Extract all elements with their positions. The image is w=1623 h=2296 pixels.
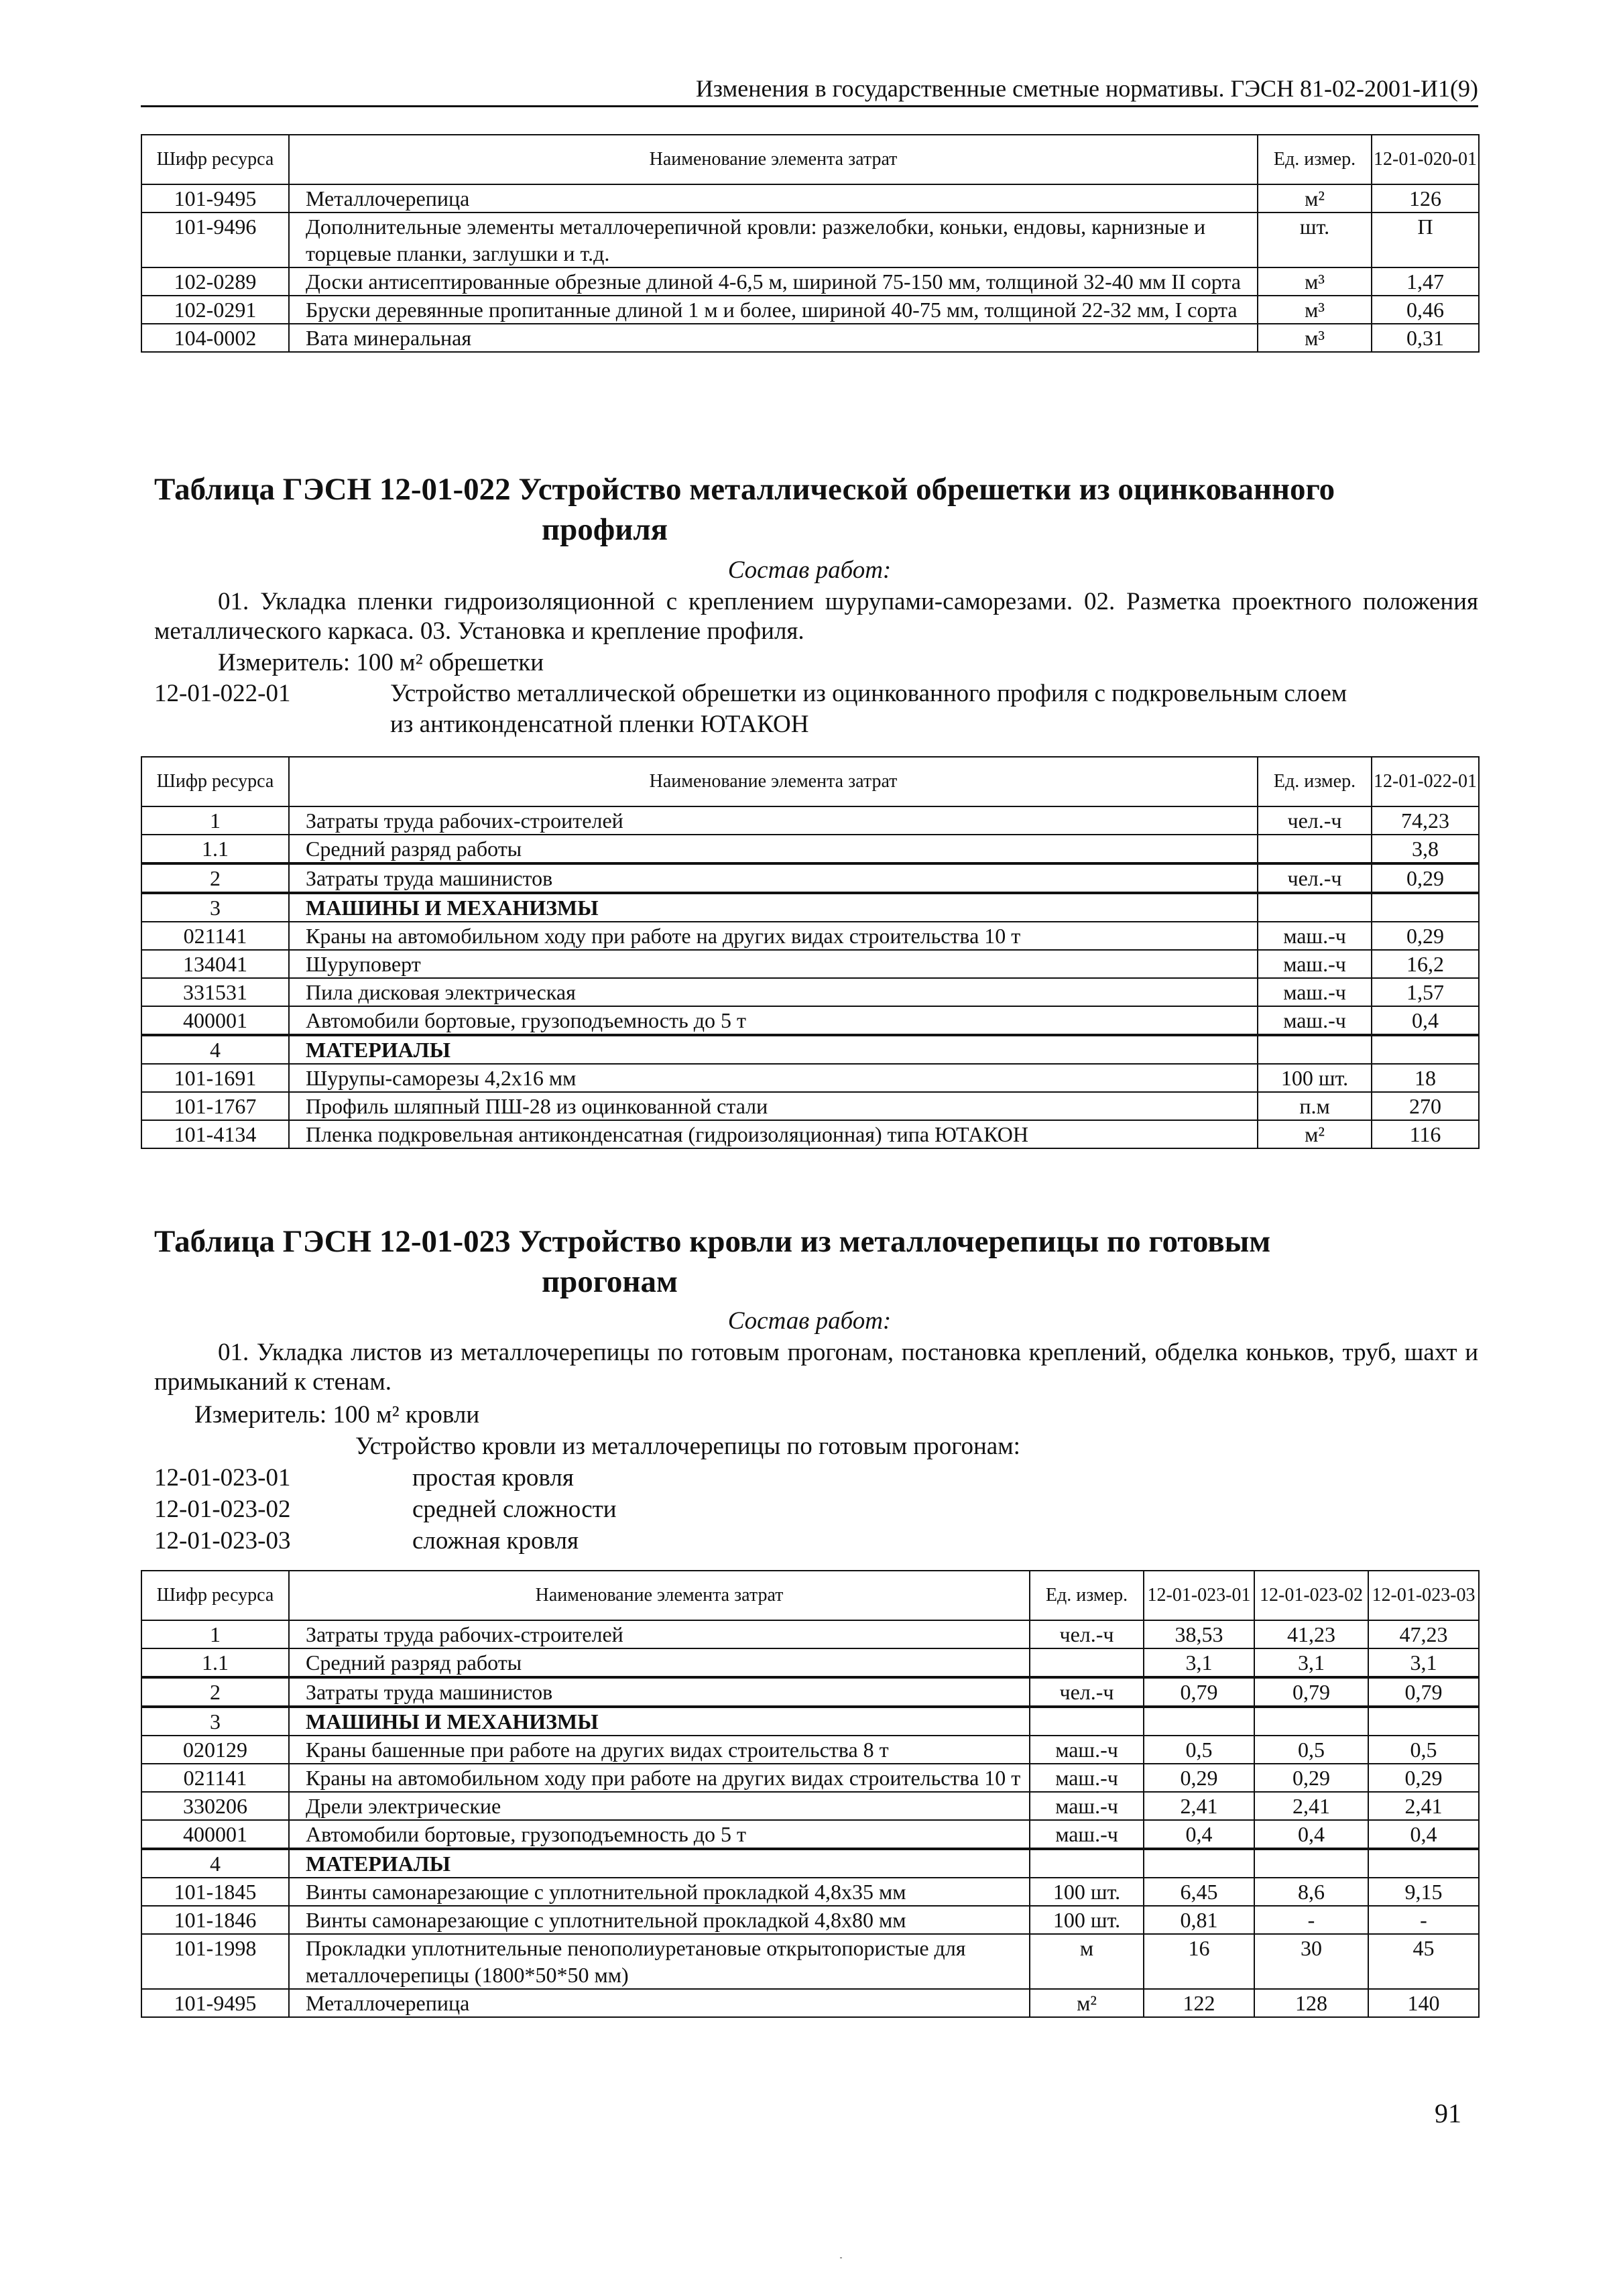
resource-name: Автомобили бортовые, грузоподъемность до 5 т [289,1006,1258,1035]
table-row [141,1620,1479,1648]
table-row [141,835,1479,863]
resource-name: Дрели электрические [289,1792,1030,1820]
table-row [141,1064,1479,1092]
resource-code: 021141 [141,922,289,950]
resource-value: 126 [1372,184,1479,213]
resource-value: 0,79 [1144,1677,1254,1707]
resource-value: 0,29 [1254,1764,1368,1792]
section-heading: МАТЕРИАЛЫ [289,1849,1030,1878]
resource-value [1368,1849,1479,1878]
table-row [141,1820,1479,1849]
table-row [141,184,1479,213]
norm-description: средней сложности [412,1496,617,1523]
resource-name: Краны на автомобильном ходу при работе на других видах строительства 10 т [289,1764,1030,1792]
resource-value: П [1372,213,1479,267]
resource-name: Затраты труда машинистов [289,1677,1030,1707]
resource-value: 0,4 [1372,1006,1479,1035]
resource-value: 0,29 [1368,1764,1479,1792]
column-header-norm: 12-01-020-01 [1372,135,1479,184]
resource-unit: чел.-ч [1258,806,1372,835]
resource-unit: маш.-ч [1030,1764,1144,1792]
resource-name: Бруски деревянные пропитанные длиной 1 м и более, шириной 40-75 мм, толщиной 22-32 мм, I сорта [289,296,1258,324]
resource-value: 8,6 [1254,1878,1368,1906]
table-title-022 [154,469,1478,550]
resource-value: 2,41 [1144,1792,1254,1820]
resource-value: 6,45 [1144,1878,1254,1906]
resource-value: 0,29 [1372,863,1479,893]
resource-value [1372,893,1479,922]
resource-unit: чел.-ч [1258,863,1372,893]
resource-name: Затраты труда рабочих-строителей [289,1620,1030,1648]
resource-value: 0,29 [1144,1764,1254,1792]
norm-description-line: из антиконденсатной пленки ЮТАКОН [390,711,809,738]
resource-unit [1030,1648,1144,1677]
table-row [141,1792,1479,1820]
resource-value: 1,57 [1372,978,1479,1006]
table-row [141,1934,1479,1989]
table-row [141,863,1479,893]
resource-value: 128 [1254,1989,1368,2017]
resource-code: 104-0002 [141,324,289,352]
resource-value: 0,46 [1372,296,1479,324]
resource-code: 101-1998 [141,1934,289,1989]
table-row [141,1707,1479,1736]
resource-code: 101-9495 [141,1989,289,2017]
resource-name: Автомобили бортовые, грузоподъемность до 5 т [289,1820,1030,1849]
resource-value: 0,81 [1144,1906,1254,1934]
resource-name: Шурупы-саморезы 4,2х16 мм [289,1064,1258,1092]
resource-unit: чел.-ч [1030,1620,1144,1648]
resource-value: 0,79 [1368,1677,1479,1707]
resource-unit [1258,1035,1372,1064]
resource-code: 1.1 [141,835,289,863]
table-row [141,213,1479,267]
resource-value: 140 [1368,1989,1479,2017]
table-row [141,1989,1479,2017]
resource-unit: п.м [1258,1092,1372,1120]
resource-value: 270 [1372,1092,1479,1120]
resource-code: 1.1 [141,1648,289,1677]
resource-value [1144,1849,1254,1878]
resource-code: 020129 [141,1736,289,1764]
resource-unit: м² [1258,1120,1372,1148]
column-header-name: Наименование элемента затрат [289,135,1258,184]
resource-value: 3,8 [1372,835,1479,863]
resource-unit: маш.-ч [1258,1006,1372,1035]
works-label: Состав работ: [727,556,892,584]
section-heading: МАТЕРИАЛЫ [289,1035,1258,1064]
resource-value: 16 [1144,1934,1254,1989]
resource-unit: маш.-ч [1030,1792,1144,1820]
resource-name: Вата минеральная [289,324,1258,352]
table-title-023 [154,1221,1478,1302]
table-row [141,1035,1479,1064]
resource-value: 9,15 [1368,1878,1479,1906]
works-description: 01. Укладка листов из металлочерепицы по готовым прогонам, постановка креплений, обделка коньков, труб, шахт и примыканий к стенам. [154,1339,1478,1396]
scan-artifact [840,2257,842,2258]
column-header-norm: 12-01-022-01 [1372,757,1479,806]
resource-code: 2 [141,863,289,893]
resource-unit: маш.-ч [1030,1820,1144,1849]
norm-code: 12-01-023-02 [154,1496,291,1523]
resource-code: 2 [141,1677,289,1707]
resource-code: 330206 [141,1792,289,1820]
resource-unit: 100 шт. [1258,1064,1372,1092]
table-title-line: прогонам [542,1264,678,1299]
resource-value: 38,53 [1144,1620,1254,1648]
resource-value: 3,1 [1254,1648,1368,1677]
resource-code: 3 [141,893,289,922]
norm-description [390,678,1347,740]
resource-name: Металлочерепица [289,184,1258,213]
resource-code: 134041 [141,950,289,978]
resource-name: Пленка подкровельная антиконденсатная (гидроизоляционная) типа ЮТАКОН [289,1120,1258,1148]
resource-value: 116 [1372,1120,1479,1148]
resource-value: 30 [1254,1934,1368,1989]
table-row [141,1006,1479,1035]
resource-value [1372,1035,1479,1064]
resource-unit [1258,835,1372,863]
resource-value: - [1254,1906,1368,1934]
resource-code: 101-1767 [141,1092,289,1120]
resource-value: - [1368,1906,1479,1934]
table-title-line: профиля [542,512,668,547]
resource-name: Пила дисковая электрическая [289,978,1258,1006]
column-header-norm: 12-01-023-03 [1368,1571,1479,1620]
norm-code: 12-01-023-03 [154,1527,291,1555]
resource-unit: маш.-ч [1258,950,1372,978]
header-rule [141,105,1478,107]
resource-value: 0,5 [1254,1736,1368,1764]
table-row [141,806,1479,835]
resource-name: Прокладки уплотнительные пенополиуретановые открытопористые для металлочерепицы (1800*50*50 мм) [289,1934,1030,1989]
table-row [141,950,1479,978]
resource-code: 021141 [141,1764,289,1792]
resource-value: 1,47 [1372,267,1479,296]
resource-table-12-01-023 [141,1570,1480,2018]
section-heading: МАШИНЫ И МЕХАНИЗМЫ [289,1707,1030,1736]
page-number: 91 [1435,2098,1461,2128]
resource-value: 3,1 [1144,1648,1254,1677]
resource-value: 122 [1144,1989,1254,2017]
section-heading: МАШИНЫ И МЕХАНИЗМЫ [289,893,1258,922]
column-header-name: Наименование элемента затрат [289,757,1258,806]
resource-code: 400001 [141,1820,289,1849]
resource-unit: м³ [1258,267,1372,296]
norm-description-line: Устройство металлической обрешетки из оцинкованного профиля с подкровельным слоем [390,680,1347,707]
resource-value [1254,1707,1368,1736]
table-row [141,1677,1479,1707]
resource-code: 3 [141,1707,289,1736]
resource-code: 101-1846 [141,1906,289,1934]
resource-value [1368,1707,1479,1736]
resource-value: 2,41 [1254,1792,1368,1820]
resource-name: Средний разряд работы [289,1648,1030,1677]
resource-unit: маш.-ч [1258,978,1372,1006]
group-description: Устройство кровли из металлочерепицы по готовым прогонам: [355,1433,1020,1460]
resource-unit [1030,1849,1144,1878]
resource-value: 0,4 [1144,1820,1254,1849]
resource-unit: 100 шт. [1030,1906,1144,1934]
column-header-norm: 12-01-023-02 [1254,1571,1368,1620]
column-header-unit: Ед. измер. [1258,135,1372,184]
resource-unit: м [1030,1934,1144,1989]
resource-name: Затраты труда рабочих-строителей [289,806,1258,835]
column-header-code: Шифр ресурса [141,135,289,184]
resource-code: 1 [141,806,289,835]
resource-name: Доски антисептированные обрезные длиной 4-6,5 м, шириной 75-150 мм, толщиной 32-40 мм II сорта [289,267,1258,296]
resource-code: 1 [141,1620,289,1648]
works-description: 01. Укладка пленки гидроизоляционной с креплением шурупами-саморезами. 02. Разметка проектного положения металлического каркаса. 03. Установка и крепление профиля. [154,588,1478,645]
resource-name: Винты самонарезающие с уплотнительной прокладкой 4,8х80 мм [289,1906,1030,1934]
table-row [141,1878,1479,1906]
table-row [141,893,1479,922]
resource-value: 18 [1372,1064,1479,1092]
resource-code: 102-0291 [141,296,289,324]
resource-value: 2,41 [1368,1792,1479,1820]
resource-unit [1258,893,1372,922]
resource-value: 3,1 [1368,1648,1479,1677]
resource-table-12-01-022 [141,756,1480,1149]
table-title-line: Таблица ГЭСН 12-01-022 Устройство металлической обрешетки из оцинкованного [154,472,1335,507]
resource-value: 0,31 [1372,324,1479,352]
resource-value: 16,2 [1372,950,1479,978]
resource-unit [1030,1707,1144,1736]
table-title-line: Таблица ГЭСН 12-01-023 Устройство кровли из металлочерепицы по готовым [154,1224,1271,1259]
resource-value: 45 [1368,1934,1479,1989]
resource-value: 0,5 [1144,1736,1254,1764]
resource-name: Шуруповерт [289,950,1258,978]
resource-code: 4 [141,1849,289,1878]
column-header-unit: Ед. измер. [1258,757,1372,806]
resource-name: Дополнительные элементы металлочерепичной кровли: разжелобки, коньки, ендовы, карнизные и торцевые планки, заглушки и т.д. [289,213,1258,267]
table-row [141,1906,1479,1934]
resource-code: 102-0289 [141,267,289,296]
norm-description: сложная кровля [412,1527,579,1555]
resource-value: 0,29 [1372,922,1479,950]
resource-code: 4 [141,1035,289,1064]
resource-value: 47,23 [1368,1620,1479,1648]
resource-name: Краны на автомобильном ходу при работе на других видах строительства 10 т [289,922,1258,950]
resource-code: 101-1691 [141,1064,289,1092]
resource-name: Затраты труда машинистов [289,863,1258,893]
table-row [141,1736,1479,1764]
norm-description: простая кровля [412,1464,574,1492]
resource-code: 400001 [141,1006,289,1035]
table-row [141,267,1479,296]
resource-name: Металлочерепица [289,1989,1030,2017]
resource-unit: маш.-ч [1258,922,1372,950]
running-header: Изменения в государственные сметные нормативы. ГЭСН 81-02-2001-И1(9) [695,75,1478,102]
table-row [141,1092,1479,1120]
resource-value: 0,5 [1368,1736,1479,1764]
resource-unit: шт. [1258,213,1372,267]
resource-unit: 100 шт. [1030,1878,1144,1906]
measure: Измеритель: 100 м² кровли [194,1401,480,1429]
resource-table-12-01-020 [141,134,1480,353]
table-row [141,324,1479,352]
norm-code: 12-01-023-01 [154,1464,291,1492]
column-header-code: Шифр ресурса [141,757,289,806]
column-header-unit: Ед. измер. [1030,1571,1144,1620]
works-label: Состав работ: [727,1307,892,1335]
resource-value [1144,1707,1254,1736]
resource-value: 0,79 [1254,1677,1368,1707]
table-row [141,296,1479,324]
resource-code: 101-1845 [141,1878,289,1906]
norm-code: 12-01-022-01 [154,680,291,707]
resource-name: Краны башенные при работе на других видах строительства 8 т [289,1736,1030,1764]
resource-code: 101-9496 [141,213,289,267]
table-row [141,1120,1479,1148]
column-header-code: Шифр ресурса [141,1571,289,1620]
resource-value: 41,23 [1254,1620,1368,1648]
resource-value [1254,1849,1368,1878]
resource-unit: м² [1258,184,1372,213]
table-row [141,978,1479,1006]
table-row [141,1648,1479,1677]
resource-code: 331531 [141,978,289,1006]
table-row [141,922,1479,950]
resource-unit: м³ [1258,296,1372,324]
resource-value: 0,4 [1368,1820,1479,1849]
resource-value: 0,4 [1254,1820,1368,1849]
resource-code: 101-4134 [141,1120,289,1148]
table-row [141,1849,1479,1878]
measure: Измеритель: 100 м² обрешетки [218,649,544,676]
table-row [141,1764,1479,1792]
resource-unit: м³ [1258,324,1372,352]
column-header-norm: 12-01-023-01 [1144,1571,1254,1620]
resource-unit: чел.-ч [1030,1677,1144,1707]
resource-value: 74,23 [1372,806,1479,835]
resource-name: Профиль шляпный ПШ-28 из оцинкованной стали [289,1092,1258,1120]
resource-unit: м² [1030,1989,1144,2017]
resource-name: Средний разряд работы [289,835,1258,863]
resource-code: 101-9495 [141,184,289,213]
resource-name: Винты самонарезающие с уплотнительной прокладкой 4,8х35 мм [289,1878,1030,1906]
column-header-name: Наименование элемента затрат [289,1571,1030,1620]
resource-unit: маш.-ч [1030,1736,1144,1764]
